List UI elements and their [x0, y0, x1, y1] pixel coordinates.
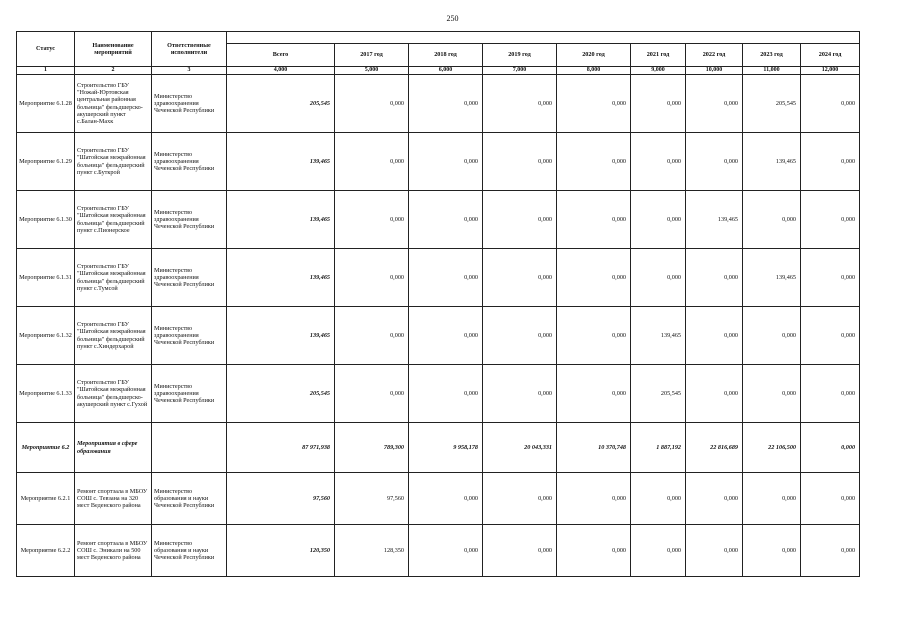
year-value-cell: 139,465	[743, 249, 801, 307]
event-cell: Строительство ГБУ "Шатойская межрайонная больница" фельдшерско-акушерский пункт с.Гухой	[75, 365, 152, 423]
executor-cell: Министерство здравоохранения Чеченской Республики	[152, 191, 227, 249]
year-value-cell: 205,545	[631, 365, 686, 423]
year-value-cell: 0,000	[686, 473, 743, 525]
year-value-cell: 97,560	[335, 473, 409, 525]
status-cell: Мероприятие 6.1.29	[17, 133, 75, 191]
status-cell: Мероприятие 6.2	[17, 423, 75, 473]
table-row	[17, 307, 860, 365]
event-cell: Строительство ГБУ "Ножай-Юртовская центральная районная больница" фельдшерско-акушерский пункт с.Балан-Махк	[75, 75, 152, 133]
year-value-cell: 0,000	[483, 365, 557, 423]
year-value-cell: 0,000	[483, 191, 557, 249]
year-value-cell: 789,300	[335, 423, 409, 473]
event-cell: Строительство ГБУ "Шатойская межрайонная больница" фельдшерский пункт с.Хиндерхарой	[75, 307, 152, 365]
header-year: 2020 год	[557, 44, 631, 67]
column-number: 12,000	[801, 67, 860, 75]
year-value-cell: 0,000	[483, 133, 557, 191]
year-value-cell: 0,000	[557, 365, 631, 423]
year-value-cell: 139,465	[743, 133, 801, 191]
column-number: 4,000	[227, 67, 335, 75]
year-value-cell: 9 958,178	[409, 423, 483, 473]
header-year: 2023 год	[743, 44, 801, 67]
event-cell: Мероприятия в сфере образования	[75, 423, 152, 473]
year-value-cell: 0,000	[409, 191, 483, 249]
year-value-cell: 0,000	[686, 133, 743, 191]
year-value-cell: 22 106,500	[743, 423, 801, 473]
total-value-cell: 205,545	[227, 365, 335, 423]
total-value-cell: 120,350	[227, 525, 335, 577]
year-value-cell: 0,000	[801, 75, 860, 133]
year-value-cell: 0,000	[557, 525, 631, 577]
table-row	[17, 75, 860, 133]
year-value-cell: 0,000	[409, 307, 483, 365]
year-value-cell: 20 043,331	[483, 423, 557, 473]
year-value-cell: 0,000	[631, 191, 686, 249]
year-value-cell: 0,000	[686, 307, 743, 365]
year-value-cell: 0,000	[335, 75, 409, 133]
year-value-cell: 0,000	[335, 133, 409, 191]
year-value-cell: 0,000	[743, 191, 801, 249]
year-value-cell: 0,000	[335, 191, 409, 249]
status-cell: Мероприятие 6.1.30	[17, 191, 75, 249]
header-year: 2022 год	[686, 44, 743, 67]
total-value-cell: 97,560	[227, 473, 335, 525]
year-value-cell: 0,000	[409, 133, 483, 191]
year-value-cell: 22 816,689	[686, 423, 743, 473]
header-year: 2017 год	[335, 44, 409, 67]
executor-cell: Министерство здравоохранения Чеченской Республики	[152, 365, 227, 423]
status-cell: Мероприятие 6.1.32	[17, 307, 75, 365]
event-cell: Строительство ГБУ "Шатойская межрайонная больница" фельдшерский пункт с.Пионерское	[75, 191, 152, 249]
year-value-cell: 0,000	[743, 365, 801, 423]
total-value-cell: 87 971,938	[227, 423, 335, 473]
table-row	[17, 473, 860, 525]
column-number: 9,000	[631, 67, 686, 75]
event-cell: Ремонт спортзала в МБОУ СОШ с. Эникали на 500 мест Веденского района	[75, 525, 152, 577]
executor-cell: Министерство здравоохранения Чеченской Республики	[152, 133, 227, 191]
total-value-cell: 139,465	[227, 133, 335, 191]
year-value-cell: 0,000	[483, 249, 557, 307]
year-value-cell: 0,000	[686, 365, 743, 423]
status-cell: Мероприятие 6.2.2	[17, 525, 75, 577]
year-value-cell: 0,000	[409, 525, 483, 577]
executor-cell: Министерство образования и науки Чеченской Республики	[152, 525, 227, 577]
column-number: 2	[75, 67, 152, 75]
column-number: 5,000	[335, 67, 409, 75]
total-value-cell: 139,465	[227, 249, 335, 307]
executor-cell: Министерство здравоохранения Чеченской Республики	[152, 307, 227, 365]
year-value-cell: 0,000	[801, 133, 860, 191]
year-value-cell: 0,000	[335, 307, 409, 365]
year-value-cell: 0,000	[335, 365, 409, 423]
year-value-cell: 0,000	[631, 75, 686, 133]
table-row	[17, 423, 860, 473]
total-value-cell: 139,465	[227, 191, 335, 249]
year-value-cell: 0,000	[409, 75, 483, 133]
column-number: 6,000	[409, 67, 483, 75]
year-value-cell: 0,000	[483, 307, 557, 365]
year-value-cell: 10 370,748	[557, 423, 631, 473]
header-year: 2018 год	[409, 44, 483, 67]
year-value-cell: 0,000	[801, 249, 860, 307]
event-cell: Строительство ГБУ "Шатойская межрайонная больница" фельдшерский пункт с.Тумсой	[75, 249, 152, 307]
year-value-cell: 0,000	[801, 525, 860, 577]
column-number: 1	[17, 67, 75, 75]
year-value-cell: 128,350	[335, 525, 409, 577]
executor-cell: Министерство здравоохранения Чеченской Республики	[152, 249, 227, 307]
table-row	[17, 525, 860, 577]
year-value-cell: 0,000	[409, 473, 483, 525]
year-value-cell: 0,000	[335, 249, 409, 307]
header-year: 2021 год	[631, 44, 686, 67]
column-number: 3	[152, 67, 227, 75]
year-value-cell: 0,000	[557, 249, 631, 307]
year-value-cell: 139,465	[631, 307, 686, 365]
year-value-cell: 0,000	[801, 473, 860, 525]
year-value-cell: 0,000	[409, 249, 483, 307]
executor-cell	[152, 423, 227, 473]
table-row	[17, 365, 860, 423]
column-number: 7,000	[483, 67, 557, 75]
year-value-cell: 0,000	[631, 473, 686, 525]
budget-table	[16, 31, 860, 577]
year-value-cell: 0,000	[631, 249, 686, 307]
year-value-cell: 0,000	[557, 473, 631, 525]
executor-cell: Министерство здравоохранения Чеченской Республики	[152, 75, 227, 133]
year-value-cell: 139,465	[686, 191, 743, 249]
year-value-cell: 0,000	[483, 525, 557, 577]
page-number: 250	[446, 14, 459, 23]
year-value-cell: 0,000	[631, 133, 686, 191]
status-cell: Мероприятие 6.1.28	[17, 75, 75, 133]
status-cell: Мероприятие 6.1.33	[17, 365, 75, 423]
year-value-cell: 0,000	[686, 75, 743, 133]
year-value-cell: 0,000	[686, 525, 743, 577]
year-value-cell: 0,000	[557, 191, 631, 249]
year-value-cell: 0,000	[801, 307, 860, 365]
status-cell: Мероприятие 6.2.1	[17, 473, 75, 525]
table-row	[17, 191, 860, 249]
year-value-cell: 0,000	[557, 307, 631, 365]
column-number: 8,000	[557, 67, 631, 75]
year-value-cell: 0,000	[483, 473, 557, 525]
year-value-cell: 0,000	[557, 133, 631, 191]
column-number: 11,000	[743, 67, 801, 75]
year-value-cell: 0,000	[801, 423, 860, 473]
status-cell: Мероприятие 6.1.31	[17, 249, 75, 307]
event-cell: Ремонт спортзала в МБОУ СОШ с. Тевзана на 320 мест Веденского района	[75, 473, 152, 525]
year-value-cell: 0,000	[801, 365, 860, 423]
header-year: 2019 год	[483, 44, 557, 67]
year-value-cell: 0,000	[631, 525, 686, 577]
event-cell: Строительство ГБУ "Шатойская межрайонная больница" фельдшерский пункт с.Буткрой	[75, 133, 152, 191]
year-value-cell: 0,000	[801, 191, 860, 249]
header-year: Всего	[227, 44, 335, 67]
total-value-cell: 139,465	[227, 307, 335, 365]
header-status: Статус	[17, 32, 75, 67]
year-value-cell: 0,000	[743, 307, 801, 365]
table-row	[17, 249, 860, 307]
header-year: 2024 год	[801, 44, 860, 67]
column-number: 10,000	[686, 67, 743, 75]
year-value-cell: 0,000	[743, 473, 801, 525]
year-value-cell: 0,000	[743, 525, 801, 577]
header-executors: Ответственные исполнители	[152, 32, 227, 67]
year-value-cell: 1 887,192	[631, 423, 686, 473]
header-event: Наименование мероприятий	[75, 32, 152, 67]
table-row	[17, 133, 860, 191]
total-value-cell: 205,545	[227, 75, 335, 133]
year-value-cell: 205,545	[743, 75, 801, 133]
executor-cell: Министерство образования и науки Чеченской Республики	[152, 473, 227, 525]
header-years-group	[227, 32, 860, 44]
year-value-cell: 0,000	[557, 75, 631, 133]
year-value-cell: 0,000	[483, 75, 557, 133]
year-value-cell: 0,000	[686, 249, 743, 307]
year-value-cell: 0,000	[409, 365, 483, 423]
